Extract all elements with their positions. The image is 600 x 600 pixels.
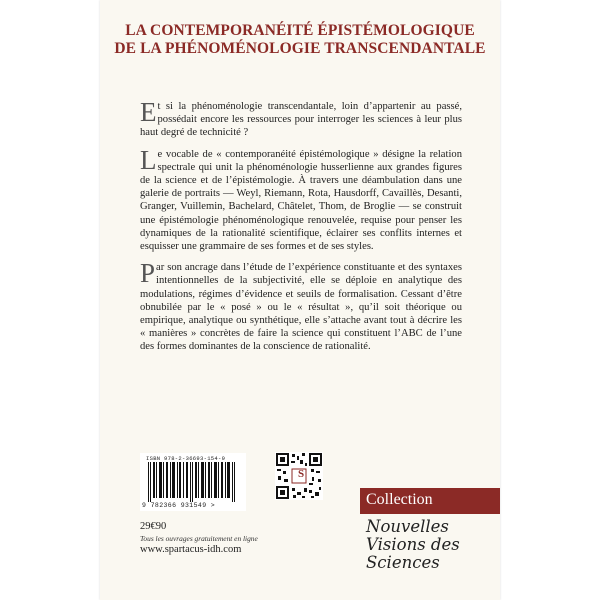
barcode-icon: [144, 462, 242, 502]
series-line-1: Nouvelles: [366, 517, 449, 536]
collection-banner: [360, 488, 500, 514]
title-line-2: DE LA PHÉNOMÉNOLOGIE TRANSCENDANTALE: [114, 40, 486, 57]
isbn-text: ISBN 978-2-36693-154-9: [146, 455, 226, 462]
blurb-paragraph-3: Par son ancrage dans l’étude de l’expérience constituante et des syntaxes intentionnelles de la subjectivité, elle se déploie en analytique des modulations, régimes d’évidence et seuils de formalisation. Cessant d’être obnubilée par le « posé » ou le « résultat », qu’il soit théorique ou empirique, analytique ou synthétique, elle s’attache avant tout à décrire les « manières » concrètes de faire la science qui constituent l’ABC de l’une des formes dominantes de la conscience de rationalité.: [140, 258, 462, 353]
back-cover: [100, 0, 500, 600]
collection-label: Collection: [366, 491, 433, 508]
tagline: Tous les ouvrages gratuitement en ligne: [140, 534, 258, 543]
qr-center-letter: S: [297, 468, 305, 480]
series-line-2: Visions des: [366, 535, 460, 554]
barcode-digits: 9 782366 931549 >: [142, 502, 216, 509]
drop-cap: E: [140, 97, 157, 127]
book-title: [100, 22, 500, 58]
drop-cap: P: [140, 258, 156, 289]
isbn-barcode: [140, 453, 246, 511]
drop-cap: L: [140, 144, 157, 175]
series-name: [366, 518, 496, 572]
blurb-paragraph-2: Le vocable de « contemporanéité épistémologique » désigne la relation spectrale qui unit la phénoménologie husserlienne aux grandes figures de la science et de l’épistémologie. À travers une déambulation dans une galerie de portraits — Weyl, Riemann, Rota, Hausdorff, Cavaillès, Desanti, Granger, Vuillemin, Bachelard, Châtelet, Thom, de Broglie — se construit une épistémologie phénoménologique renouvelée, requise pour penser les dynamiques de la rationalité scientifique, éclairer ses conflits internes et esquisser une grammaire de ses formes et de ses styles.: [140, 144, 462, 253]
price: 29€90: [140, 521, 167, 532]
series-line-3: Sciences: [366, 553, 440, 572]
blurb-paragraph-1: Et si la phénoménologie transcendantale, loin d’appartenir au passé, possédait encore les ressources pour interroger les sciences à leur plus haut degré de technicité ?: [140, 97, 462, 139]
website-link[interactable]: www.spartacus-idh.com: [140, 544, 242, 555]
blurb: [140, 97, 462, 362]
title-line-1: LA CONTEMPORANÉITÉ ÉPISTÉMOLOGIQUE: [125, 22, 475, 39]
